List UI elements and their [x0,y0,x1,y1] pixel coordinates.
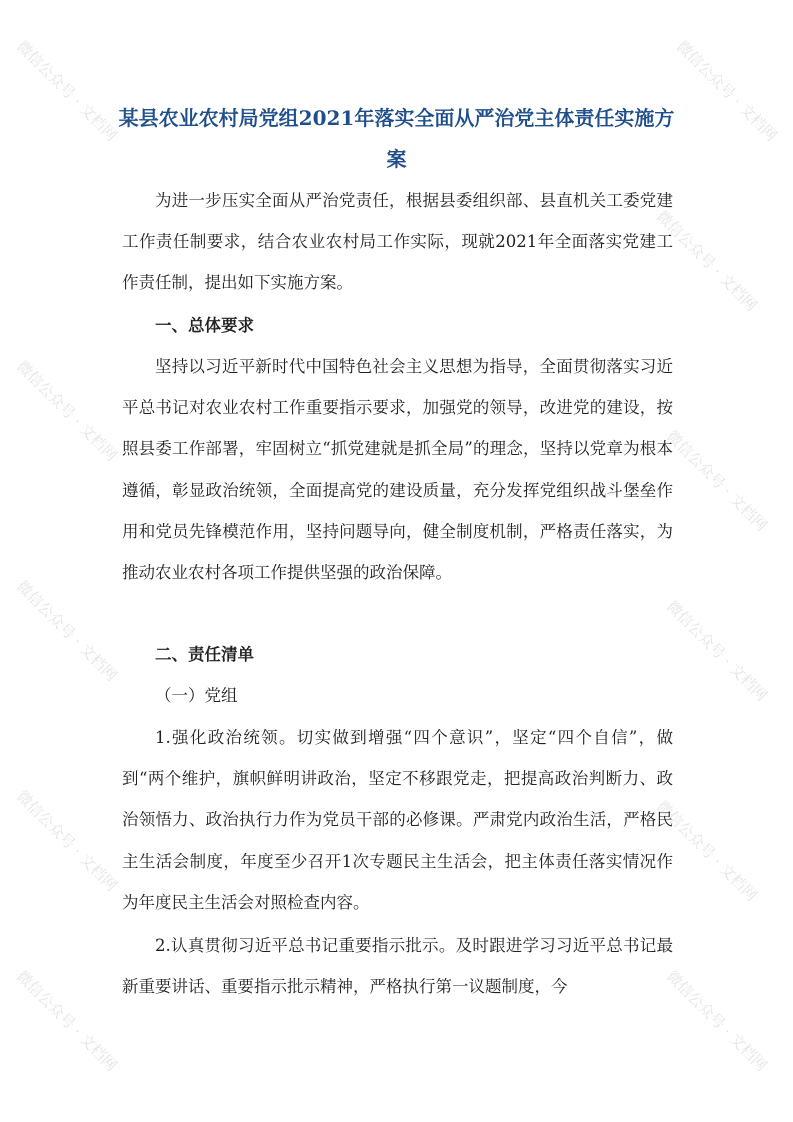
watermark-text: 微信公众号 · 文档网 [672,37,781,145]
watermark-text: 微信公众号 · 文档网 [652,207,761,315]
document-title: 某县农业农村局党组2021年落实全面从严治党主体责任实施方案 [118,106,675,171]
general-requirements-paragraph: 坚持以习近平新时代中国特色社会主义思想为指导，全面贯彻落实习近平总书记对农业农村工作重要指示要求，加强党的领导，改进党的建设，按照县委工作部署，牢固树立“抓党建就是抓全局”的理念，坚持以党章为根本遵循，彰显政治统领，全面提高党的建设质量，充分发挥党组织战斗堡垒作用和党员先锋模范作用，坚持问题导向，健全制度机制，严格责任落实，为推动农业农村各项工作提供坚强的政治保障。 [122,357,673,583]
item-1-paragraph: 1.强化政治统领。切实做到增强“四个意识”，坚定“四个自信”，做到“两个维护，旗帜鲜明讲政治，坚定不移跟党走，把提高政治判断力、政治领悟力、政治执行力作为党员干部的必修课。严肃党内政治生活，严格民主生活会制度，年度至少召开1次专题民主生活会，把主体责任落实情况作为年度民主生活会对照检查内容。 [122,728,673,912]
watermark-text: 微信公众号 · 文档网 [662,597,771,705]
item-2-paragraph: 2.认真贯彻习近平总书记重要指示批示。及时跟进学习习近平总书记最新重要讲话、重要指示批示精神，严格执行第一议题制度，今 [122,936,673,997]
watermark-text: 微信公众号 · 文档网 [12,37,121,145]
section-heading-responsibility-list: 二、责任清单 [155,645,254,664]
watermark-text: 微信公众号 · 文档网 [652,797,761,905]
watermark-text: 微信公众号 · 文档网 [662,967,771,1075]
watermark-text: 微信公众号 · 文档网 [662,427,771,535]
section-heading-general-requirements: 一、总体要求 [155,316,254,335]
watermark-text: 微信公众号 · 文档网 [12,577,121,685]
watermark-text: 微信公众号 · 文档网 [12,967,121,1075]
watermark-text: 微信公众号 · 文档网 [12,787,121,895]
subsection-heading-party-group: （一）党组 [155,686,238,705]
intro-paragraph: 为进一步压实全面从严治党责任，根据县委组织部、县直机关工委党建工作责任制要求，结合农业农村局工作实际，现就2021年全面落实党建工作责任制，提出如下实施方案。 [122,191,673,293]
watermark-text: 微信公众号 · 文档网 [12,357,121,465]
